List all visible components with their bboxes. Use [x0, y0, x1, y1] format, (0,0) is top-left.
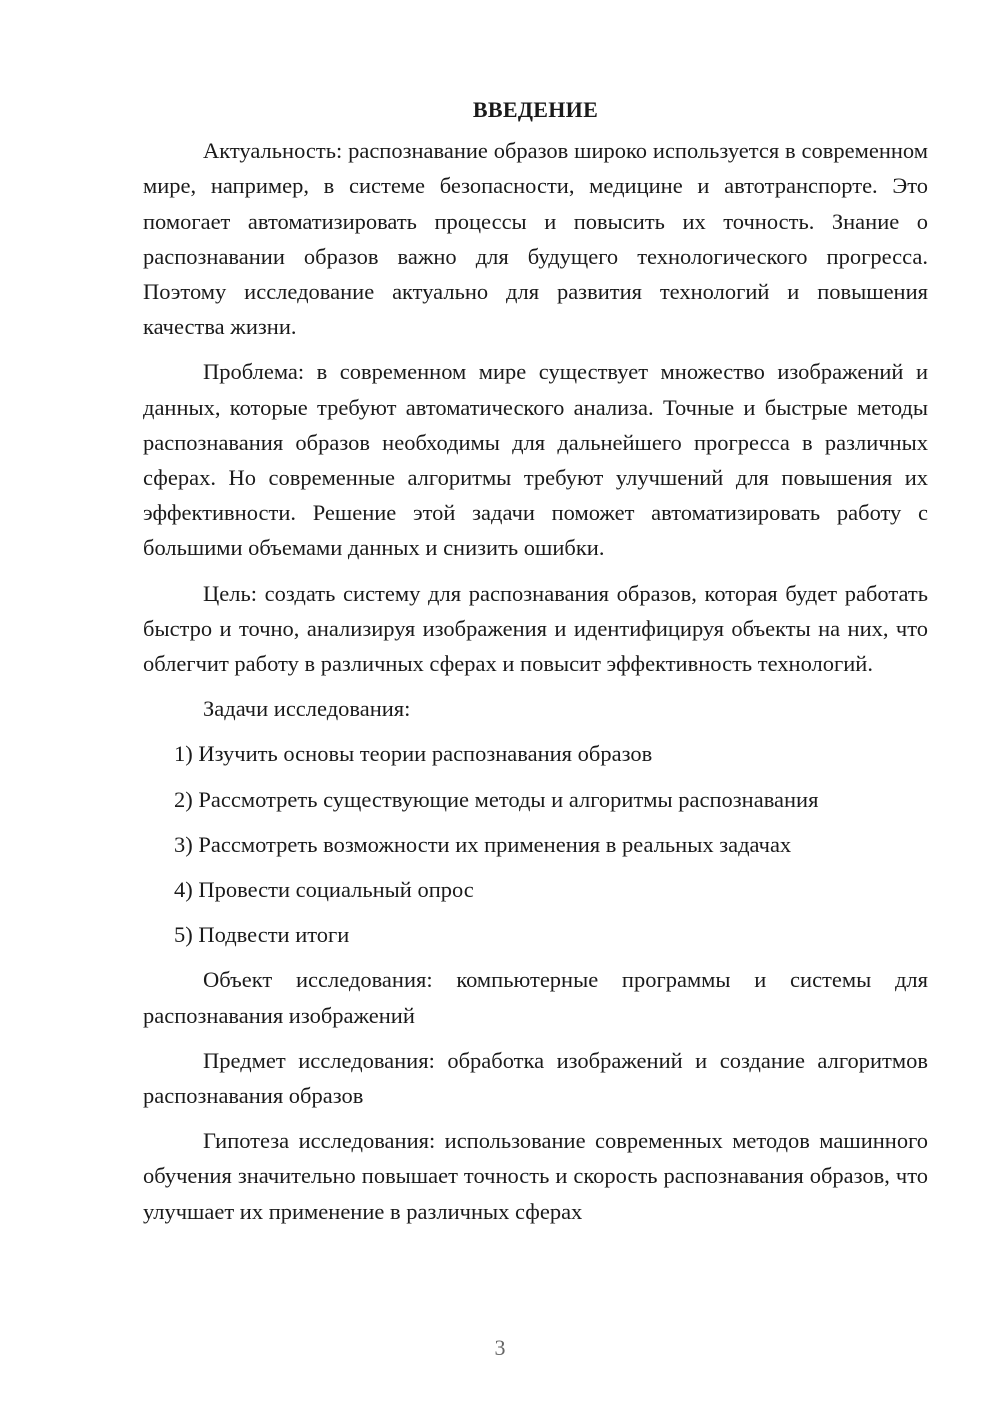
- paragraph-hypothesis: Гипотеза исследования: использование современных методов машинного обучения значительно повышает точность и скорость распознавания образов, что улучшает их применение в различных сферах: [143, 1128, 928, 1224]
- task-list: [143, 736, 928, 952]
- paragraph-problem: Проблема: в современном мире существует множество изображений и данных, которые требуют автоматического анализа. Точные и быстрые методы распознавания образов необходимы для дальнейшего прогресса в различных сферах. Но современные алгоритмы требуют улучшений для повышения их эффективности. Решение этой задачи поможет автоматизировать работу с большими объемами данных и снизить ошибки.: [143, 359, 928, 561]
- list-item: 4) Провести социальный опрос: [174, 877, 474, 903]
- list-item: 1) Изучить основы теории распознавания образов: [174, 741, 653, 767]
- paragraph-goal: Цель: создать систему для распознавания образов, которая будет работать быстро и точно, анализируя изображения и идентифицируя объекты на них, что облегчит работу в различных сферах и повысит эффективность технологий.: [143, 580, 928, 677]
- page-number: 3: [494, 1335, 506, 1360]
- paragraph-object: Объект исследования: компьютерные программы и системы для распознавания изображений: [143, 967, 928, 1028]
- list-item: 3) Рассмотреть возможности их применения в реальных задачах: [174, 831, 792, 857]
- list-item: 5) Подвести итоги: [174, 922, 350, 948]
- document-body: [143, 92, 928, 1239]
- paragraph-relevance: Актуальность: распознавание образов широко используется в современном мире, например, в системе безопасности, медицине и автотранспорте. Это помогает автоматизировать процессы и повысить их точность. Знание о распознавании образов важно для будущего технологического прогресса. Поэтому исследование актуально для развития технологий и повышения качества жизни.: [143, 138, 928, 340]
- page-title: ВВЕДЕНИЕ: [472, 97, 599, 122]
- paragraph-subject: Предмет исследования: обработка изображений и создание алгоритмов распознавания образов: [143, 1047, 928, 1109]
- tasks-label: Задачи исследования:: [203, 696, 411, 722]
- list-item: 2) Рассмотреть существующие методы и алгоритмы распознавания: [174, 786, 819, 812]
